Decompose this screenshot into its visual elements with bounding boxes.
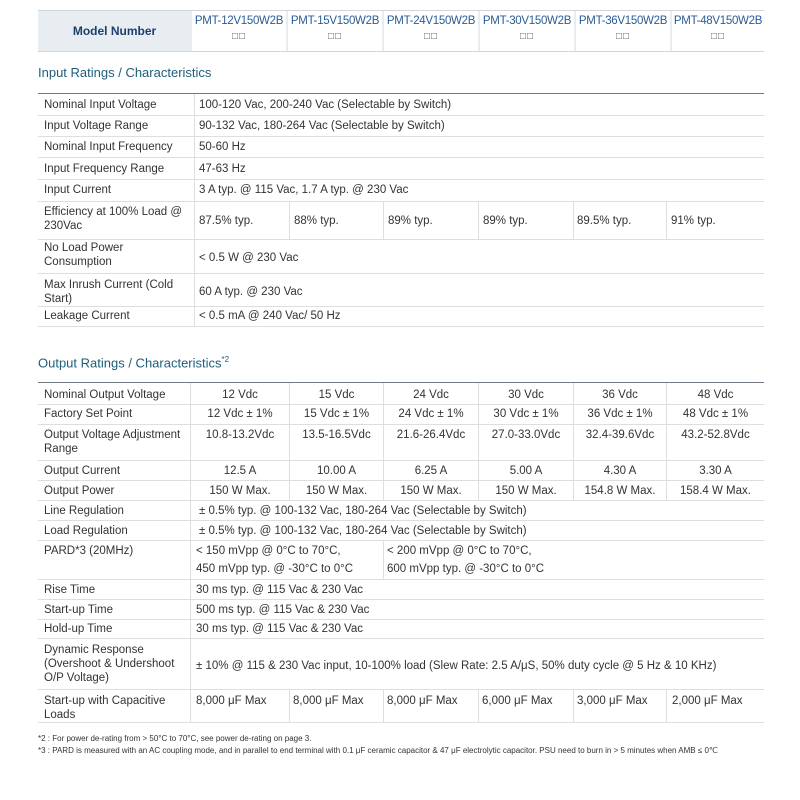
row-divider <box>38 157 764 158</box>
model-suffix: □□ <box>327 31 343 42</box>
cell-divider <box>666 202 667 239</box>
cell-value: 150 W Max. <box>209 485 271 497</box>
row-label: Nominal Output Voltage <box>44 389 166 401</box>
cell-value: 27.0-33.0Vdc <box>491 429 561 441</box>
row-divider <box>38 619 764 620</box>
cell-value: 5.00 A <box>509 465 543 477</box>
row-label: Output Voltage Adjustment Range <box>44 429 181 455</box>
row-divider <box>38 689 764 690</box>
row-label: Load Regulation <box>44 525 128 537</box>
row-divider <box>38 179 764 180</box>
row-divider <box>38 326 764 327</box>
cell-divider <box>478 690 479 723</box>
cell-divider <box>573 202 574 239</box>
cell-value: 8,000 μF Max <box>387 695 458 707</box>
cell-divider <box>289 690 290 723</box>
cell-value: 30 Vdc ± 1% <box>493 408 559 420</box>
row-value: 30 ms typ. @ 115 Vac & 230 Vac <box>196 584 364 596</box>
pard-value: < 200 mVpp @ 0°C to 70°C, <box>387 545 532 557</box>
cell-value: 150 W Max. <box>400 485 462 497</box>
cell-value: 48 Vdc ± 1% <box>682 408 749 420</box>
row-value: 100-120 Vac, 200-240 Vac (Selectable by Switch) <box>199 99 452 111</box>
row-value: 50-60 Hz <box>199 141 246 153</box>
cell-value: 48 Vdc <box>697 389 734 401</box>
model-column <box>576 11 670 51</box>
row-value: < 0.5 W @ 230 Vac <box>199 252 299 264</box>
cell-value: 4.30 A <box>603 465 637 477</box>
row-label: Factory Set Point <box>44 408 133 420</box>
row-value: 60 A typ. @ 230 Vac <box>199 286 303 298</box>
model-name: PMT-48V150W2B <box>673 15 763 27</box>
row-divider <box>38 239 764 240</box>
cell-value: 36 Vdc <box>602 389 638 401</box>
cell-value: 15 Vdc ± 1% <box>303 408 370 420</box>
cell-value: 6.25 A <box>414 465 448 477</box>
row-divider <box>38 638 764 639</box>
model-number-label: Model Number <box>72 24 157 38</box>
row-label: Nominal Input Frequency <box>44 141 173 153</box>
row-label: Efficiency at 100% Load @ 230Vac <box>44 206 183 232</box>
cell-divider <box>666 690 667 723</box>
row-label: Leakage Current <box>44 310 130 322</box>
row-label: Dynamic Response (Overshoot & Undershoot O/P Voltage) <box>44 644 175 684</box>
cell-divider <box>383 541 384 579</box>
cell-value: 36 Vdc ± 1% <box>587 408 653 420</box>
cell-value: 150 W Max. <box>305 485 368 497</box>
row-value: 500 ms typ. @ 115 Vac & 230 Vac <box>196 604 370 616</box>
model-column <box>672 11 764 51</box>
row-divider <box>38 460 764 461</box>
efficiency-value: 88% typ. <box>294 215 339 227</box>
row-value: < 0.5 mA @ 240 Vac/ 50 Hz <box>199 310 341 322</box>
pard-value: 450 mVpp typ. @ -30°C to 0°C <box>196 563 354 575</box>
row-label: Input Frequency Range <box>44 163 165 175</box>
row-divider <box>38 273 764 274</box>
output-title-text: Output Ratings / Characteristics <box>38 355 222 371</box>
cell-value: 3,000 μF Max <box>577 695 648 707</box>
cell-value: 15 Vdc <box>318 389 355 401</box>
cell-value: 12 Vdc <box>222 389 258 401</box>
model-number-header <box>38 10 764 52</box>
cell-divider <box>383 202 384 239</box>
efficiency-value: 91% typ. <box>671 215 716 227</box>
cell-divider <box>289 202 290 239</box>
cell-divider <box>383 690 384 723</box>
cell-value: 24 Vdc ± 1% <box>398 408 464 420</box>
cell-value: 12.5 A <box>223 465 257 477</box>
cell-value: 6,000 μF Max <box>482 695 553 707</box>
cell-value: 32.4-39.6Vdc <box>585 429 655 441</box>
section-rule <box>38 382 764 383</box>
cell-value: 3.30 A <box>699 465 732 477</box>
row-label: Max Inrush Current (Cold Start) <box>44 279 174 305</box>
cell-divider <box>478 202 479 239</box>
row-label: Start-up with Capacitive Loads <box>44 695 166 721</box>
row-divider <box>38 201 764 202</box>
model-name: PMT-15V150W2B <box>290 15 380 27</box>
pard-value: 600 mVpp typ. @ -30°C to 0°C <box>387 563 545 575</box>
model-name: PMT-24V150W2B <box>386 15 476 27</box>
row-divider <box>38 520 764 521</box>
footnote-2: *2 : For power de-rating from > 50°C to 70°C, see power de-rating on page 3. <box>38 734 312 743</box>
cell-value: 13.5-16.5Vdc <box>302 429 371 441</box>
model-column <box>480 11 574 51</box>
output-section-title <box>38 355 229 370</box>
cell-value: 24 Vdc <box>413 389 449 401</box>
cell-value: 154.8 W Max. <box>584 485 656 497</box>
cell-value: 10.00 A <box>316 465 356 477</box>
model-column <box>384 11 478 51</box>
model-name: PMT-30V150W2B <box>482 15 572 27</box>
cell-value: 21.6-26.4Vdc <box>396 429 466 441</box>
model-suffix: □□ <box>423 31 439 42</box>
footnote-3: *3 : PARD is measured with an AC coupling mode, and in parallel to end terminal with 0.1 μF ceramic capacitor & 47 μF electrolytic capacitor. PSU need to burn in > 5 minutes when AMB ≤ 0℃ <box>38 746 718 755</box>
row-divider <box>38 579 764 580</box>
output-title-footnote: *2 <box>221 355 230 364</box>
model-suffix: □□ <box>710 31 726 42</box>
row-divider <box>38 404 764 405</box>
model-suffix: □□ <box>519 31 535 42</box>
row-value: 47-63 Hz <box>199 163 246 175</box>
efficiency-value: 89% typ. <box>388 215 433 227</box>
row-label: No Load Power Consumption <box>44 242 124 268</box>
row-divider <box>38 540 764 541</box>
row-value: ± 10% @ 115 & 230 Vac input, 10-100% load (Slew Rate: 2.5 A/μS, 50% duty cycle @ 5 Hz & 10 KHz) <box>196 660 717 672</box>
efficiency-value: 89% typ. <box>483 215 528 227</box>
section-rule <box>38 93 764 94</box>
cell-value: 2,000 μF Max <box>672 695 743 707</box>
row-divider <box>38 480 764 481</box>
row-divider <box>38 306 764 307</box>
row-value: ± 0.5% typ. @ 100-132 Vac, 180-264 Vac (Selectable by Switch) <box>199 505 527 517</box>
row-label: Rise Time <box>44 584 96 596</box>
row-divider <box>38 722 764 723</box>
model-column <box>192 11 286 51</box>
cell-value: 10.8-13.2Vdc <box>205 429 275 441</box>
model-name: PMT-12V150W2B <box>194 15 284 27</box>
model-name: PMT-36V150W2B <box>578 15 668 27</box>
row-label: Line Regulation <box>44 505 124 517</box>
model-suffix: □□ <box>231 31 247 42</box>
input-section-title: Input Ratings / Characteristics <box>38 65 212 80</box>
model-column <box>288 11 382 51</box>
row-label: Nominal Input Voltage <box>44 99 157 111</box>
row-label: Output Power <box>44 485 115 497</box>
row-value: 30 ms typ. @ 115 Vac & 230 Vac <box>196 623 364 635</box>
cell-value: 30 Vdc <box>508 389 544 401</box>
row-divider <box>38 424 764 425</box>
row-divider <box>38 500 764 501</box>
row-value: 90-132 Vac, 180-264 Vac (Selectable by Switch) <box>199 120 445 132</box>
cell-value: 43.2-52.8Vdc <box>681 429 750 441</box>
cell-value: 150 W Max. <box>495 485 557 497</box>
efficiency-value: 87.5% typ. <box>199 215 254 227</box>
row-value: 3 A typ. @ 115 Vac, 1.7 A typ. @ 230 Vac <box>199 184 409 196</box>
cell-divider <box>573 690 574 723</box>
cell-value: 8,000 μF Max <box>196 695 267 707</box>
row-label: Start-up Time <box>44 604 114 616</box>
row-value: ± 0.5% typ. @ 100-132 Vac, 180-264 Vac (Selectable by Switch) <box>199 525 527 537</box>
cell-value: 158.4 W Max. <box>680 485 751 497</box>
row-divider <box>38 136 764 137</box>
model-suffix: □□ <box>615 31 631 42</box>
row-divider <box>38 599 764 600</box>
cell-value: 12 Vdc ± 1% <box>207 408 273 420</box>
efficiency-value: 89.5% typ. <box>577 215 632 227</box>
pard-value: < 150 mVpp @ 0°C to 70°C, <box>196 545 341 557</box>
label-divider <box>194 94 195 327</box>
row-label: Output Current <box>44 465 121 477</box>
row-label: Hold-up Time <box>44 623 113 635</box>
row-divider <box>38 115 764 116</box>
row-label: PARD*3 (20MHz) <box>44 545 134 557</box>
cell-value: 8,000 μF Max <box>293 695 364 707</box>
row-label: Input Voltage Range <box>44 120 149 132</box>
row-label: Input Current <box>44 184 112 196</box>
